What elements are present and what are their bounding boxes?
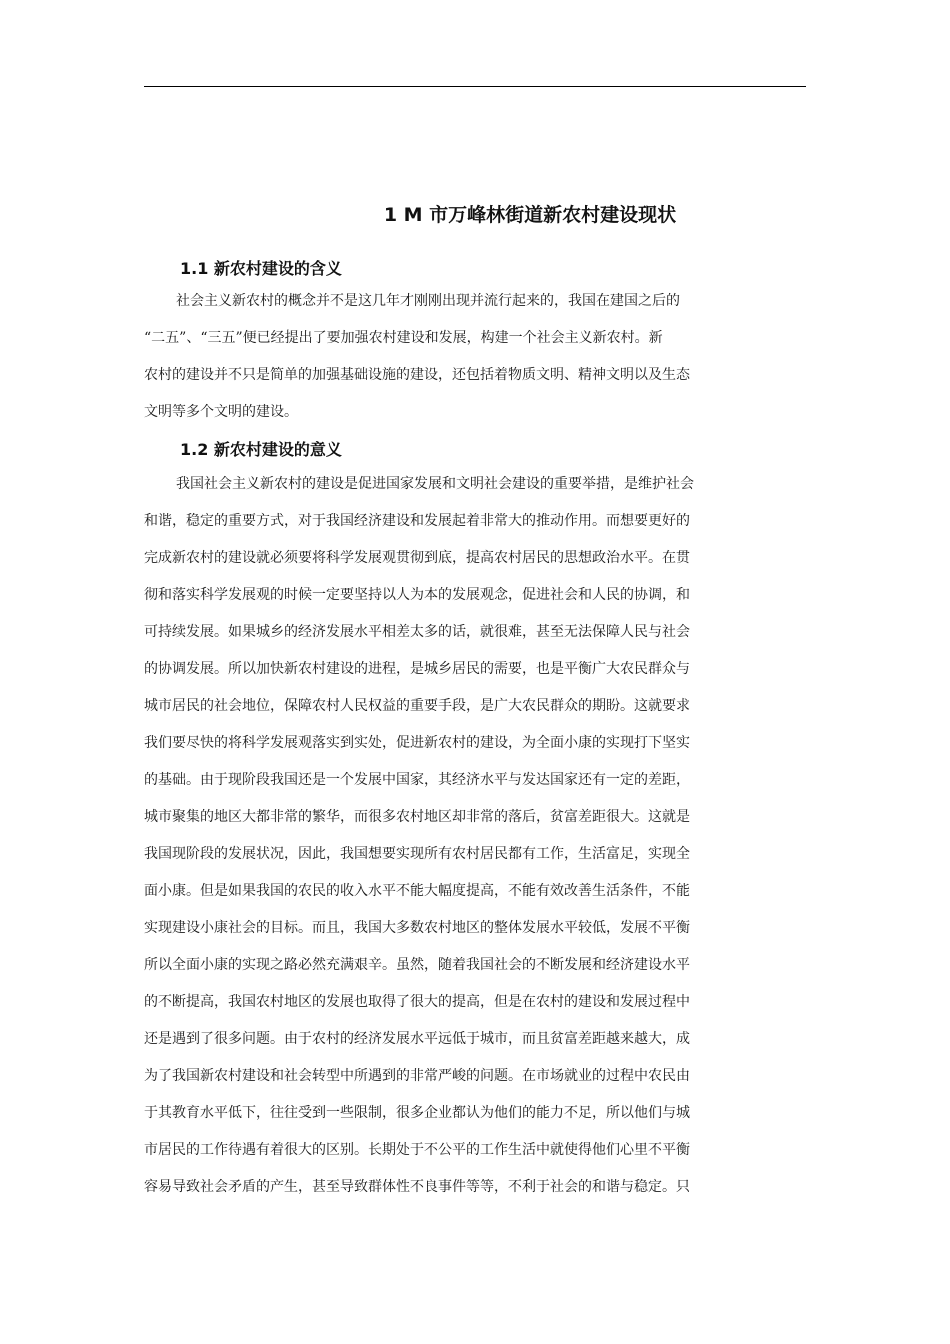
paragraph-line: 的不断提高，我国农村地区的发展也取得了很大的提高，但是在农村的建设和发展过程中	[144, 994, 690, 1010]
paragraph-line: “二五”、“三五”便已经提出了要加强农村建设和发展，构建一个社会主义新农村。新	[144, 330, 663, 346]
paragraph-line: 为了我国新农村建设和社会转型中所遇到的非常严峻的问题。在市场就业的过程中农民由	[144, 1068, 690, 1084]
paragraph-line: 可持续发展。如果城乡的经济发展水平相差太多的话，就很难，甚至无法保障人民与社会	[144, 624, 690, 640]
paragraph-line: 完成新农村的建设就必须要将科学发展观贯彻到底，提高农村居民的思想政治水平。在贯	[144, 550, 690, 566]
paragraph-line: 城市居民的社会地位，保障农村人民权益的重要手段，是广大农民群众的期盼。这就要求	[144, 698, 690, 714]
header-rule	[144, 86, 806, 87]
paragraph-line: 于其教育水平低下，往往受到一些限制，很多企业都认为他们的能力不足，所以他们与城	[144, 1105, 690, 1121]
section-heading-1-1: 1.1 新农村建设的含义	[180, 259, 342, 278]
paragraph-line: 文明等多个文明的建设。	[144, 404, 298, 420]
paragraph-line: 我们要尽快的将科学发展观落实到实处，促进新农村的建设，为全面小康的实现打下坚实	[144, 735, 690, 751]
paragraph-line: 容易导致社会矛盾的产生，甚至导致群体性不良事件等等，不利于社会的和谐与稳定。只	[144, 1179, 690, 1195]
section-heading-1-2: 1.2 新农村建设的意义	[180, 440, 342, 459]
paragraph-line: 所以全面小康的实现之路必然充满艰辛。虽然，随着我国社会的不断发展和经济建设水平	[144, 957, 690, 973]
paragraph-line: 我国现阶段的发展状况，因此，我国想要实现所有农村居民都有工作，生活富足，实现全	[144, 846, 690, 862]
paragraph-line: 彻和落实科学发展观的时候一定要坚持以人为本的发展观念，促进社会和人民的协调，和	[144, 587, 690, 603]
paragraph-line: 面小康。但是如果我国的农民的收入水平不能大幅度提高，不能有效改善生活条件，不能	[144, 883, 690, 899]
paragraph-line: 还是遇到了很多问题。由于农村的经济发展水平远低于城市，而且贫富差距越来越大，成	[144, 1031, 690, 1047]
paragraph-line: 农村的建设并不只是简单的加强基础设施的建设，还包括着物质文明、精神文明以及生态	[144, 367, 690, 383]
chapter-title: 1 M 市万峰林街道新农村建设现状	[383, 204, 677, 226]
paragraph-line: 的基础。由于现阶段我国还是一个发展中国家，其经济水平与发达国家还有一定的差距，	[144, 772, 690, 788]
paragraph-line: 实现建设小康社会的目标。而且，我国大多数农村地区的整体发展水平较低，发展不平衡	[144, 920, 690, 936]
paragraph-line: 的协调发展。所以加快新农村建设的进程，是城乡居民的需要，也是平衡广大农民群众与	[144, 661, 690, 677]
paragraph-line: 社会主义新农村的概念并不是这几年才刚刚出现并流行起来的，我国在建国之后的	[176, 293, 680, 309]
paragraph-line: 城市聚集的地区大都非常的繁华，而很多农村地区却非常的落后，贫富差距很大。这就是	[144, 809, 690, 825]
paragraph-line: 和谐，稳定的重要方式，对于我国经济建设和发展起着非常大的推动作用。而想要更好的	[144, 513, 690, 529]
paragraph-line: 市居民的工作待遇有着很大的区别。长期处于不公平的工作生活中就使得他们心里不平衡	[144, 1142, 690, 1158]
paragraph-line: 我国社会主义新农村的建设是促进国家发展和文明社会建设的重要举措，是维护社会	[176, 476, 694, 492]
